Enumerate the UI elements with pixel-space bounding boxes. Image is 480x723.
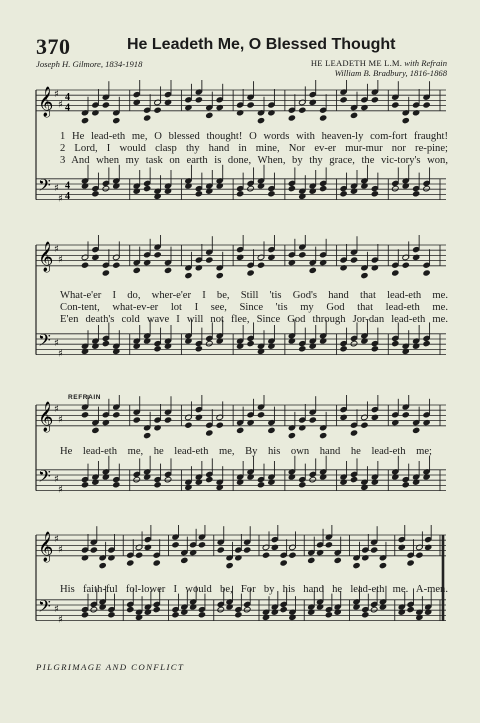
treble-staff bbox=[36, 90, 446, 114]
note-head bbox=[423, 340, 431, 347]
note-head bbox=[262, 552, 270, 559]
note-head bbox=[423, 185, 431, 192]
note-head bbox=[81, 262, 89, 269]
note-head bbox=[216, 272, 224, 279]
note-head bbox=[350, 257, 358, 264]
note-head bbox=[350, 112, 358, 119]
note-head bbox=[90, 606, 98, 613]
sharp-icon: ♯ bbox=[58, 544, 63, 556]
sharp-icon: ♯ bbox=[54, 604, 59, 616]
sharp-icon: ♯ bbox=[58, 484, 63, 496]
note-head bbox=[402, 412, 410, 419]
note-head bbox=[402, 262, 410, 269]
tune-note: with Refrain bbox=[404, 58, 447, 68]
note-head bbox=[236, 191, 244, 198]
note-head bbox=[99, 562, 107, 569]
treble-clef-icon: 𝄞 bbox=[38, 86, 54, 117]
note-head bbox=[379, 562, 387, 569]
note-head bbox=[257, 482, 265, 489]
note-head bbox=[126, 606, 134, 613]
note-head bbox=[407, 606, 415, 613]
sharp-icon: ♯ bbox=[54, 89, 59, 101]
note-head bbox=[153, 560, 161, 567]
note-head bbox=[143, 185, 151, 192]
note-head bbox=[112, 482, 120, 489]
note-head bbox=[361, 272, 369, 279]
note-head bbox=[350, 476, 358, 483]
note-head bbox=[133, 267, 141, 274]
note-head bbox=[319, 185, 327, 192]
note-head bbox=[402, 482, 410, 489]
note-head bbox=[102, 185, 110, 192]
lyric-line-3-1: He lead-eth me, he lead-eth me, By his own hand he lead-eth me; bbox=[60, 446, 432, 457]
note-head bbox=[288, 432, 296, 439]
sharp-icon: ♯ bbox=[54, 404, 59, 416]
note-head bbox=[325, 612, 333, 619]
note-head bbox=[391, 185, 399, 192]
bass-clef-icon: 𝄢 bbox=[38, 330, 51, 355]
note-head bbox=[350, 340, 358, 347]
note-head bbox=[164, 476, 172, 483]
note-head bbox=[172, 542, 180, 549]
lyric-line-1-3: 3 And when my task on earth is done, When, by thy grace, the vic-tory's won, bbox=[60, 155, 448, 166]
note-head bbox=[370, 606, 378, 613]
note-head bbox=[143, 432, 151, 439]
note-head bbox=[280, 560, 288, 567]
note-head bbox=[195, 97, 203, 104]
tune-name: HE LEADETH ME L.M. bbox=[310, 58, 403, 68]
note-head bbox=[361, 422, 369, 429]
note-head bbox=[353, 562, 361, 569]
note-head bbox=[416, 552, 424, 559]
treble-clef-icon: 𝄞 bbox=[38, 241, 54, 272]
note-head bbox=[257, 117, 265, 124]
note-head bbox=[412, 191, 420, 198]
note-head bbox=[195, 346, 203, 353]
note-head bbox=[81, 412, 89, 419]
note-head bbox=[217, 547, 225, 554]
note-head bbox=[362, 612, 370, 619]
treble-clef-icon: 𝄞 bbox=[38, 531, 54, 562]
lyric-line-2-2: Con-tent, what-ev-er lot I see, Since 'tis my God that lead-eth me. bbox=[60, 302, 448, 313]
note-head bbox=[133, 417, 141, 424]
note-head bbox=[143, 115, 151, 122]
lyric-line-2-1: What-e'er I do, wher-e'er I be, Still 'tis God's hand that lead-eth me. bbox=[60, 290, 448, 301]
sharp-icon: ♯ bbox=[58, 99, 63, 111]
note-head bbox=[81, 482, 89, 489]
note-head bbox=[288, 185, 296, 192]
note-head bbox=[92, 191, 100, 198]
note-head bbox=[236, 427, 244, 434]
note-head bbox=[133, 476, 141, 483]
note-head bbox=[423, 270, 431, 277]
note-head bbox=[247, 102, 255, 109]
note-head bbox=[90, 547, 98, 554]
note-head bbox=[298, 252, 306, 259]
note-head bbox=[154, 252, 162, 259]
note-head bbox=[154, 482, 162, 489]
lyric-line-1-1: 1 He lead-eth me, O blessed thought! O words with heaven-ly com-fort fraught! bbox=[60, 131, 448, 142]
note-head bbox=[198, 612, 206, 619]
note-head bbox=[309, 267, 317, 274]
bass-clef-icon: 𝄢 bbox=[38, 175, 51, 200]
lyric-line-4-1: His faith-ful fol-lower I would be, For by his hand he lead-eth me. A-men. bbox=[60, 584, 448, 595]
note-head bbox=[407, 560, 415, 567]
note-head bbox=[350, 430, 358, 437]
time-signature: 4 bbox=[65, 102, 70, 114]
note-head bbox=[235, 612, 243, 619]
sharp-icon: ♯ bbox=[54, 534, 59, 546]
treble-clef-icon: 𝄞 bbox=[38, 401, 54, 432]
footer-section: PILGRIMAGE AND CONFLICT bbox=[36, 662, 185, 672]
note-head bbox=[185, 272, 193, 279]
note-head bbox=[81, 612, 89, 619]
note-head bbox=[391, 102, 399, 109]
note-head bbox=[289, 552, 297, 559]
sharp-icon: ♯ bbox=[54, 474, 59, 486]
time-signature: 4 bbox=[65, 180, 70, 192]
hymn-number: 370 bbox=[36, 34, 71, 59]
note-head bbox=[371, 191, 379, 198]
note-head bbox=[257, 412, 265, 419]
note-head bbox=[243, 547, 251, 554]
note-head bbox=[112, 117, 120, 124]
sharp-icon: ♯ bbox=[54, 183, 59, 195]
note-head bbox=[112, 412, 120, 419]
note-head bbox=[371, 97, 379, 104]
note-head bbox=[195, 191, 203, 198]
note-head bbox=[412, 427, 420, 434]
note-head bbox=[102, 270, 110, 277]
note-head bbox=[135, 552, 143, 559]
note-head bbox=[181, 557, 189, 564]
tune-line bbox=[311, 58, 447, 68]
note-head bbox=[247, 270, 255, 277]
note-head bbox=[288, 115, 296, 122]
note-head bbox=[172, 612, 180, 619]
note-head bbox=[319, 115, 327, 122]
note-head bbox=[81, 117, 89, 124]
note-head bbox=[340, 346, 348, 353]
lyric-line-1-2: 2 Lord, I would clasp thy hand in mine, Nor ev-er mur-mur nor re-pine; bbox=[60, 143, 448, 154]
note-head bbox=[164, 267, 172, 274]
note-head bbox=[423, 102, 431, 109]
bass-clef-icon: 𝄢 bbox=[38, 596, 51, 621]
composer-credit: William B. Bradbury, 1816-1868 bbox=[334, 68, 447, 78]
note-head bbox=[298, 346, 306, 353]
note-head bbox=[319, 432, 327, 439]
sharp-icon: ♯ bbox=[54, 244, 59, 256]
note-head bbox=[164, 417, 172, 424]
note-head bbox=[309, 417, 317, 424]
refrain-label: REFRAIN bbox=[68, 394, 102, 401]
note-head bbox=[102, 340, 110, 347]
note-head bbox=[154, 107, 162, 114]
hymn-title: He Leadeth Me, O Blessed Thought bbox=[127, 36, 396, 53]
note-head bbox=[205, 476, 213, 483]
sharp-icon: ♯ bbox=[58, 254, 63, 266]
note-head bbox=[391, 340, 399, 347]
note-head bbox=[205, 257, 213, 264]
note-head bbox=[340, 97, 348, 104]
time-signature: 4 bbox=[65, 91, 70, 103]
note-head bbox=[198, 542, 206, 549]
note-head bbox=[226, 562, 234, 569]
sharp-icon: ♯ bbox=[58, 193, 63, 205]
note-head bbox=[268, 427, 276, 434]
sharp-icon: ♯ bbox=[58, 614, 63, 626]
note-head bbox=[298, 482, 306, 489]
note-head bbox=[402, 117, 410, 124]
note-head bbox=[185, 422, 193, 429]
note-head bbox=[340, 191, 348, 198]
note-head bbox=[370, 547, 378, 554]
note-head bbox=[102, 102, 110, 109]
sharp-icon: ♯ bbox=[58, 414, 63, 426]
note-head bbox=[217, 606, 225, 613]
note-head bbox=[126, 560, 134, 567]
note-head bbox=[247, 185, 255, 192]
bass-clef-icon: 𝄢 bbox=[38, 466, 51, 491]
note-head bbox=[154, 346, 162, 353]
note-head bbox=[205, 430, 213, 437]
note-head bbox=[108, 612, 116, 619]
note-head bbox=[280, 606, 288, 613]
note-head bbox=[371, 346, 379, 353]
author-credit: Joseph H. Gilmore, 1834-1918 bbox=[36, 59, 143, 69]
note-head bbox=[247, 340, 255, 347]
note-head bbox=[325, 542, 333, 549]
note-head bbox=[92, 427, 100, 434]
note-head bbox=[309, 476, 317, 483]
note-head bbox=[307, 557, 315, 564]
note-head bbox=[112, 262, 120, 269]
note-head bbox=[243, 606, 251, 613]
note-head bbox=[334, 557, 342, 564]
lyric-line-2-3: E'en death's cold wave I will not flee, Since God through Jor-dan lead-eth me. bbox=[60, 314, 448, 325]
note-head bbox=[205, 112, 213, 119]
time-signature: 4 bbox=[65, 191, 70, 203]
note-head bbox=[391, 270, 399, 277]
note-head bbox=[205, 340, 213, 347]
note-head bbox=[257, 262, 265, 269]
sharp-icon: ♯ bbox=[54, 338, 59, 350]
sharp-icon: ♯ bbox=[58, 348, 63, 360]
note-head bbox=[298, 107, 306, 114]
note-head bbox=[216, 422, 224, 429]
note-head bbox=[153, 606, 161, 613]
note-head bbox=[268, 191, 276, 198]
